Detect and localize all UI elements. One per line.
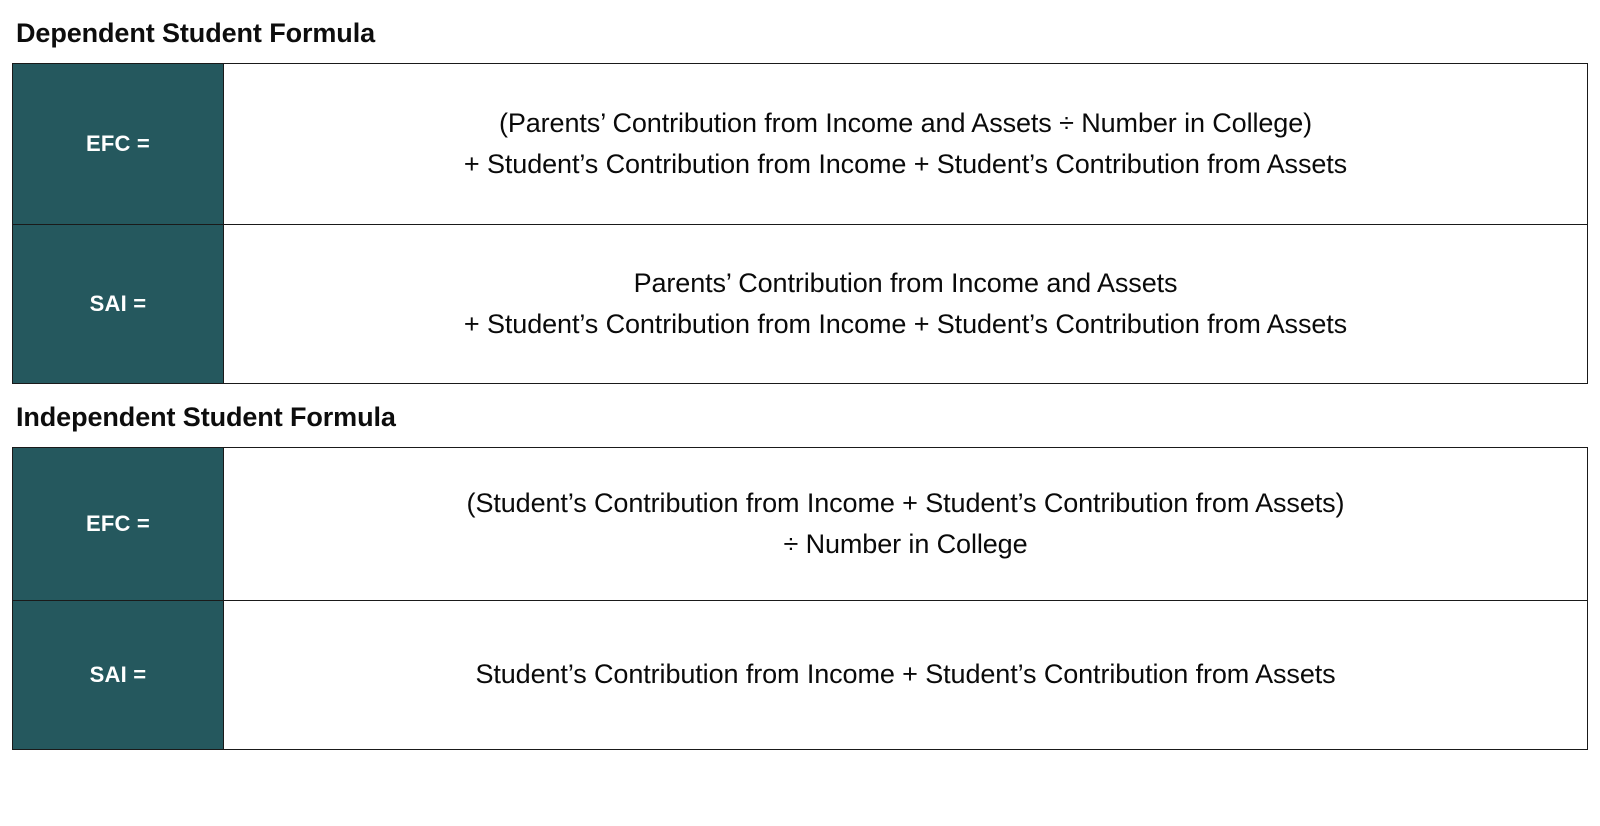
formula-line: + Student’s Contribution from Income + Student’s Contribution from Assets bbox=[463, 149, 1348, 179]
row-label-efc-independent: EFC = bbox=[13, 448, 224, 601]
row-label-sai-independent: SAI = bbox=[13, 601, 224, 750]
formula-cell-sai-independent bbox=[224, 601, 1588, 750]
formula-cell-efc-dependent bbox=[224, 64, 1588, 225]
row-label-sai-dependent: SAI = bbox=[13, 225, 224, 384]
formula-line: Student’s Contribution from Income + Student’s Contribution from Assets bbox=[475, 659, 1336, 690]
formula-line: (Student’s Contribution from Income + Student’s Contribution from Assets) bbox=[466, 487, 1345, 518]
table-row bbox=[13, 601, 1588, 750]
dependent-student-formula-table bbox=[12, 63, 1588, 384]
independent-student-formula-table bbox=[12, 447, 1588, 750]
section-title-independent: Independent Student Formula bbox=[16, 402, 396, 432]
formula-line: + Student’s Contribution from Income + Student’s Contribution from Assets bbox=[463, 309, 1348, 339]
formula-line: Parents’ Contribution from Income and Assets bbox=[633, 267, 1178, 298]
formula-cell-efc-independent bbox=[224, 448, 1588, 601]
formula-line: ÷ Number in College bbox=[783, 529, 1028, 559]
table-row bbox=[13, 225, 1588, 384]
formula-line: (Parents’ Contribution from Income and Assets ÷ Number in College) bbox=[498, 107, 1313, 138]
row-label-efc-dependent: EFC = bbox=[13, 64, 224, 225]
table-row bbox=[13, 64, 1588, 225]
formula-cell-sai-dependent bbox=[224, 225, 1588, 384]
table-row bbox=[13, 448, 1588, 601]
section-title-dependent: Dependent Student Formula bbox=[16, 18, 376, 48]
